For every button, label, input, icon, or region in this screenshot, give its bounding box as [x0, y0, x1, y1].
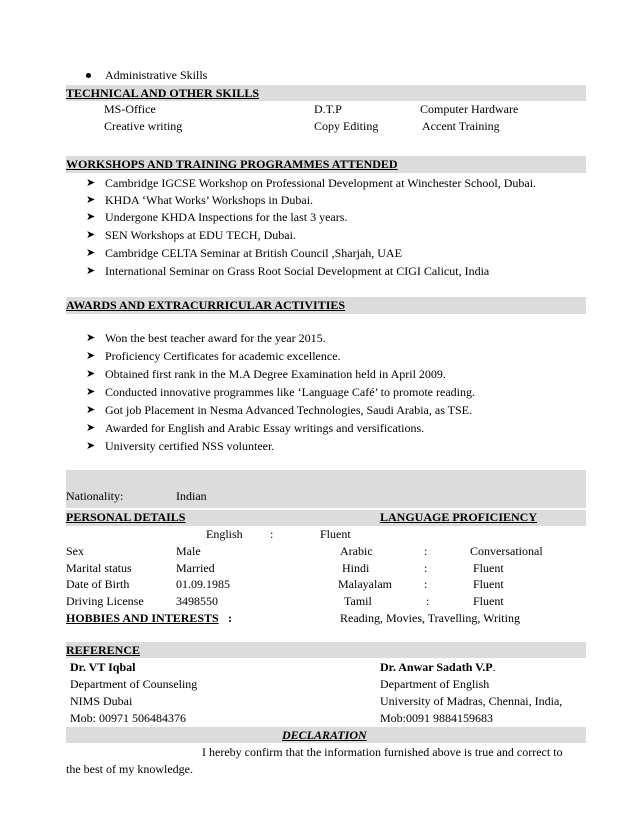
lang-name: Tamil: [344, 594, 372, 608]
nationality-value: Indian: [176, 489, 207, 503]
arrow-bullet-icon: ➤: [86, 229, 96, 241]
workshops-heading: WORKSHOPS AND TRAINING PROGRAMMES ATTENDED: [66, 157, 398, 171]
declaration-line1: I hereby confirm that the information furnished above is true and correct to: [202, 745, 563, 759]
award-item: Got job Placement in Nesma Advanced Technologies, Saudi Arabia, as TSE.: [105, 403, 472, 417]
reference-heading-band: [66, 642, 586, 658]
personal-label: Date of Birth: [66, 577, 130, 591]
ref-left-name: Dr. VT Iqbal: [70, 660, 136, 674]
workshop-item: Cambridge CELTA Seminar at British Council ,Sharjah, UAE: [105, 246, 402, 260]
arrow-bullet-icon: ➤: [86, 440, 96, 452]
award-item: University certified NSS volunteer.: [105, 439, 275, 453]
technical-heading: TECHNICAL AND OTHER SKILLS: [66, 86, 260, 100]
arrow-bullet-icon: ➤: [86, 404, 96, 416]
award-item: Conducted innovative programmes like ‘Language Café’ to promote reading.: [105, 385, 475, 399]
personal-band: [66, 470, 586, 508]
award-item: Won the best teacher award for the year 2015.: [105, 331, 326, 345]
declaration-heading: DECLARATION: [282, 728, 367, 742]
lang-name: Hindi: [342, 561, 370, 575]
workshop-item: KHDA ‘What Works’ Workshops in Dubai.: [105, 193, 314, 207]
personal-value: 01.09.1985: [176, 577, 230, 591]
ref-right-name-line: [380, 660, 496, 675]
reference-heading: REFERENCE: [66, 643, 141, 657]
lang-sep: :: [424, 561, 428, 575]
lang-name: Arabic: [340, 544, 373, 558]
arrow-bullet-icon: ➤: [86, 194, 96, 206]
workshop-item: Undergone KHDA Inspections for the last 3 years.: [105, 210, 348, 224]
hobbies-value: Reading, Movies, Travelling, Writing: [340, 611, 520, 625]
arrow-bullet-icon: ➤: [86, 368, 96, 380]
lang-sep: :: [426, 594, 430, 608]
ref-right-org: University of Madras, Chennai, India,: [380, 694, 563, 708]
hobbies-colon: :: [228, 611, 232, 625]
workshop-item: International Seminar on Grass Root Social Development at CIGI Calicut, India: [105, 264, 490, 278]
bullet-dot-icon: [86, 73, 91, 78]
ref-left-org: NIMS Dubai: [70, 694, 133, 708]
personal-label: Marital status: [66, 561, 132, 575]
ref-left-dept: Department of Counseling: [70, 677, 198, 691]
arrow-bullet-icon: ➤: [86, 247, 96, 259]
personal-value: Male: [176, 544, 201, 558]
hobbies-heading: HOBBIES AND INTERESTS: [66, 611, 219, 625]
ref-right-dept: Department of English: [380, 677, 490, 691]
arrow-bullet-icon: ➤: [86, 386, 96, 398]
award-item: Proficiency Certificates for academic excellence.: [105, 349, 341, 363]
lang-english: English: [206, 527, 243, 541]
nationality-label: Nationality:: [66, 489, 124, 503]
personal-heading: PERSONAL DETAILS: [66, 510, 186, 524]
declaration-line2: the best of my knowledge.: [66, 762, 193, 776]
skill-dtp: D.T.P: [314, 102, 342, 116]
ref-left-mob: Mob: 00971 506484376: [70, 711, 187, 725]
workshop-item: Cambridge IGCSE Workshop on Professional Development at Winchester School, Dubai.: [105, 176, 537, 190]
personal-value: 3498550: [176, 594, 218, 608]
language-heading: LANGUAGE PROFICIENCY: [380, 510, 538, 524]
skill-accent-training: Accent Training: [422, 119, 500, 133]
arrow-bullet-icon: ➤: [86, 332, 96, 344]
lang-sep: :: [424, 577, 428, 591]
awards-heading: AWARDS AND EXTRACURRICULAR ACTIVITIES: [66, 298, 346, 312]
arrow-bullet-icon: ➤: [86, 265, 96, 277]
skill-computer-hardware: Computer Hardware: [420, 102, 519, 116]
lang-level: Fluent: [473, 561, 504, 575]
arrow-bullet-icon: ➤: [86, 211, 96, 223]
lang-name: Malayalam: [338, 577, 392, 591]
ref-right-name-dot: .: [492, 660, 496, 674]
workshop-item: SEN Workshops at EDU TECH, Dubai.: [105, 228, 296, 242]
skill-creative-writing: Creative writing: [104, 119, 183, 133]
award-item: Awarded for English and Arabic Essay writings and versifications.: [105, 421, 425, 435]
lang-level: Conversational: [470, 544, 543, 558]
ref-right-mob: Mob:0091 9884159683: [380, 711, 494, 725]
lang-level: Fluent: [473, 577, 504, 591]
skill-copy-editing: Copy Editing: [314, 119, 379, 133]
award-item: Obtained first rank in the M.A Degree Examination held in April 2009.: [105, 367, 446, 381]
ref-right-name: Dr. Anwar Sadath V.P: [380, 660, 493, 674]
arrow-bullet-icon: ➤: [86, 177, 96, 189]
lang-english-level: Fluent: [320, 527, 351, 541]
arrow-bullet-icon: ➤: [86, 350, 96, 362]
personal-value: Married: [176, 561, 215, 575]
personal-label: Sex: [66, 544, 84, 558]
arrow-bullet-icon: ➤: [86, 422, 96, 434]
lang-level: Fluent: [473, 594, 504, 608]
personal-label: Driving License: [66, 594, 144, 608]
lang-sep: :: [270, 527, 274, 541]
lang-sep: :: [424, 544, 428, 558]
skill-ms-office: MS-Office: [104, 102, 156, 116]
admin-skill: Administrative Skills: [105, 68, 208, 82]
